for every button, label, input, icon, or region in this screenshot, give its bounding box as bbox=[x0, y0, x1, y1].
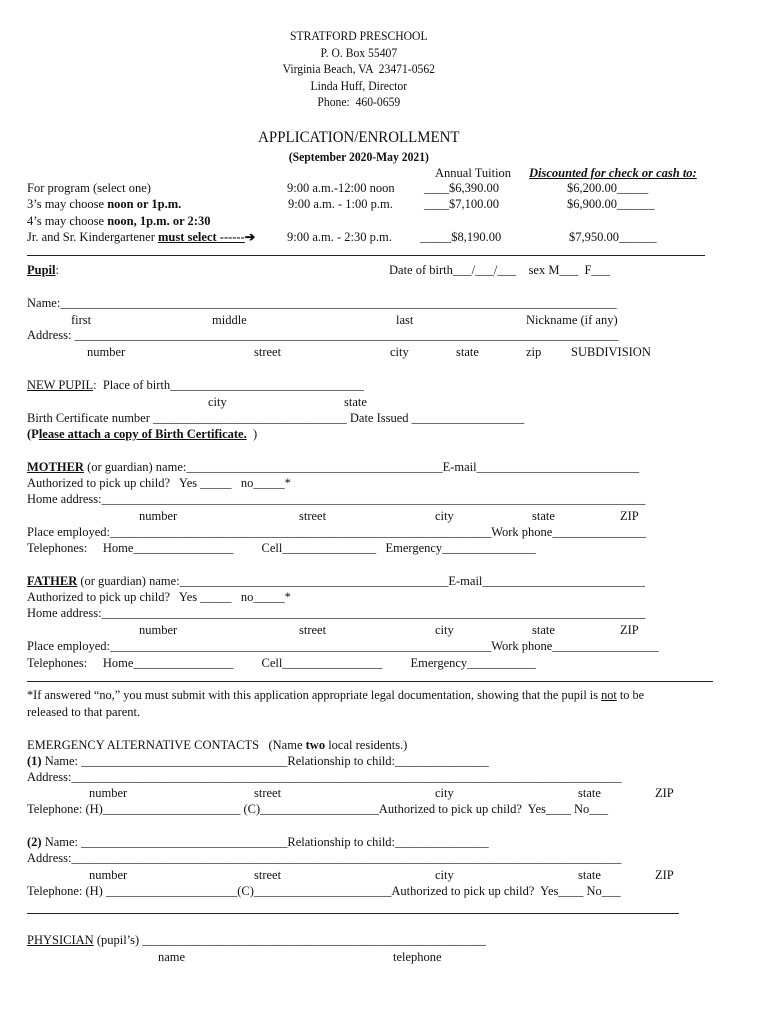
sub-city: city bbox=[435, 623, 454, 637]
mother-telephones[interactable]: Telephones: Home________________ Cell_______________ Emergency_______________ bbox=[27, 541, 536, 555]
sub-city: city bbox=[435, 868, 454, 882]
emergency-heading: EMERGENCY ALTERNATIVE CONTACTS (Name two local residents.) bbox=[27, 738, 408, 752]
sub-number: number bbox=[139, 623, 178, 637]
school-po-box: P. O. Box 55407 bbox=[320, 46, 398, 60]
school-name: STRATFORD PRESCHOOL bbox=[290, 29, 428, 43]
sub-first: first bbox=[71, 313, 92, 327]
contact-1-name[interactable]: (1) Name: _________________________________Relationship to child:_______________ bbox=[27, 754, 489, 768]
form-title: APPLICATION/ENROLLMENT bbox=[258, 129, 460, 146]
discount-row-1[interactable]: $6,200.00_____ bbox=[567, 181, 649, 195]
school-city-state: Virginia Beach, VA 23471-0562 bbox=[282, 62, 435, 76]
sub-middle: middle bbox=[212, 313, 247, 327]
col-annual-tuition: Annual Tuition bbox=[435, 166, 512, 180]
mother-home-address[interactable]: Home address:_______________________________________________________________________________________ bbox=[27, 492, 646, 506]
contact-2-address[interactable]: Address:________________________________________________________________________________________ bbox=[27, 851, 622, 865]
sub-nickname: Nickname (if any) bbox=[526, 313, 618, 327]
sub-zip: ZIP bbox=[655, 786, 674, 800]
physician-field[interactable]: PHYSICIAN (pupil’s) _______________________________________________________ bbox=[27, 933, 487, 947]
pupil-address-field[interactable]: Address: _______________________________________________________________________________________ bbox=[27, 328, 619, 342]
form-subtitle: (September 2020-May 2021) bbox=[288, 150, 429, 164]
time-row-3: 9:00 a.m. - 2:30 p.m. bbox=[287, 230, 392, 244]
sub-number: number bbox=[87, 345, 126, 359]
sub-street: street bbox=[254, 868, 282, 882]
sub-subdivision: SUBDIVISION bbox=[571, 345, 651, 359]
legal-note-line-2: released to that parent. bbox=[27, 705, 141, 719]
sub-zip: ZIP bbox=[655, 868, 674, 882]
father-name-field[interactable]: FATHER (or guardian) name:___________________________________________E-mail__________________________ bbox=[27, 574, 645, 588]
sub-street: street bbox=[299, 623, 327, 637]
sub-number: number bbox=[89, 786, 128, 800]
contact-1-address[interactable]: Address:________________________________________________________________________________________ bbox=[27, 770, 622, 784]
sub-birth-city: city bbox=[208, 395, 227, 409]
option-kindergarten: Jr. and Sr. Kindergartener must select ------➔ bbox=[27, 230, 256, 244]
sub-zip: ZIP bbox=[620, 623, 639, 637]
sub-state: state bbox=[578, 868, 601, 882]
new-pupil-birthplace[interactable]: NEW PUPIL: Place of birth_______________________________ bbox=[27, 378, 364, 392]
father-telephones[interactable]: Telephones: Home________________ Cell________________ Emergency___________ bbox=[27, 656, 536, 670]
sub-physician-name: name bbox=[158, 950, 186, 964]
sub-zip: zip bbox=[526, 345, 542, 359]
pupil-dob-sex[interactable]: Date of birth___/___/___ sex M___ F___ bbox=[389, 263, 611, 277]
sub-zip: ZIP bbox=[620, 509, 639, 523]
pupil-name-field[interactable]: Name:_________________________________________________________________________________________ bbox=[27, 296, 617, 310]
birth-certificate-field[interactable]: Birth Certificate number _______________________________ Date Issued __________________ bbox=[27, 411, 525, 425]
sub-state: state bbox=[456, 345, 479, 359]
sub-city: city bbox=[435, 509, 454, 523]
divider-middle bbox=[27, 681, 713, 682]
contact-1-telephone[interactable]: Telephone: (H)______________________ (C)___________________Authorized to pick up child? Yes____ No___ bbox=[27, 802, 609, 816]
sub-state: state bbox=[532, 623, 555, 637]
program-label: For program (select one) bbox=[27, 181, 151, 195]
sub-birth-state: state bbox=[344, 395, 367, 409]
school-phone: Phone: 460-0659 bbox=[317, 95, 401, 109]
mother-name-field[interactable]: MOTHER (or guardian) name:_________________________________________E-mail__________________________ bbox=[27, 460, 640, 474]
annual-row-2[interactable]: ____$7,100.00 bbox=[424, 197, 499, 211]
divider-bottom bbox=[27, 913, 679, 914]
sub-last: last bbox=[396, 313, 414, 327]
option-4s: 4’s may choose noon, 1p.m. or 2:30 bbox=[27, 214, 211, 228]
sub-state: state bbox=[532, 509, 555, 523]
father-auth-pickup[interactable]: Authorized to pick up child? Yes _____ no_____* bbox=[27, 590, 291, 604]
sub-city: city bbox=[390, 345, 409, 359]
attach-birth-cert-note: (Please attach a copy of Birth Certificate. ) bbox=[27, 427, 258, 441]
sub-physician-telephone: telephone bbox=[393, 950, 442, 964]
annual-row-3[interactable]: _____$8,190.00 bbox=[420, 230, 502, 244]
contact-2-telephone[interactable]: Telephone: (H) _____________________(C)______________________Authorized to pick up child? Yes____ No___ bbox=[27, 884, 621, 898]
sub-street: street bbox=[299, 509, 327, 523]
father-home-address[interactable]: Home address:_______________________________________________________________________________________ bbox=[27, 606, 646, 620]
father-employer[interactable]: Place employed:_____________________________________________________________Work phone_________________ bbox=[27, 639, 659, 653]
sub-number: number bbox=[89, 868, 128, 882]
annual-row-1[interactable]: ____$6,390.00 bbox=[424, 181, 499, 195]
school-director: Linda Huff, Director bbox=[310, 79, 408, 93]
discount-row-3[interactable]: $7,950.00______ bbox=[569, 230, 657, 244]
sub-street: street bbox=[254, 786, 282, 800]
option-3s: 3’s may choose noon or 1p.m. bbox=[27, 197, 182, 211]
sub-city: city bbox=[435, 786, 454, 800]
divider-top bbox=[27, 255, 705, 256]
col-discount: Discounted for check or cash to: bbox=[529, 166, 697, 180]
legal-note-line-1: *If answered “no,” you must submit with this application appropriate legal documentation, showing that the pupil is not to be bbox=[27, 688, 645, 702]
pupil-heading: Pupil: bbox=[27, 263, 59, 277]
sub-street: street bbox=[254, 345, 282, 359]
mother-auth-pickup[interactable]: Authorized to pick up child? Yes _____ no_____* bbox=[27, 476, 291, 490]
time-row-2: 9:00 a.m. - 1:00 p.m. bbox=[288, 197, 393, 211]
time-row-1: 9:00 a.m.-12:00 noon bbox=[287, 181, 395, 195]
arrow-right-icon: ➔ bbox=[244, 230, 256, 244]
sub-state: state bbox=[578, 786, 601, 800]
contact-2-name[interactable]: (2) Name: _________________________________Relationship to child:_______________ bbox=[27, 835, 489, 849]
mother-employer[interactable]: Place employed:_____________________________________________________________Work phone_______________ bbox=[27, 525, 647, 539]
discount-row-2[interactable]: $6,900.00______ bbox=[567, 197, 655, 211]
sub-number: number bbox=[139, 509, 178, 523]
